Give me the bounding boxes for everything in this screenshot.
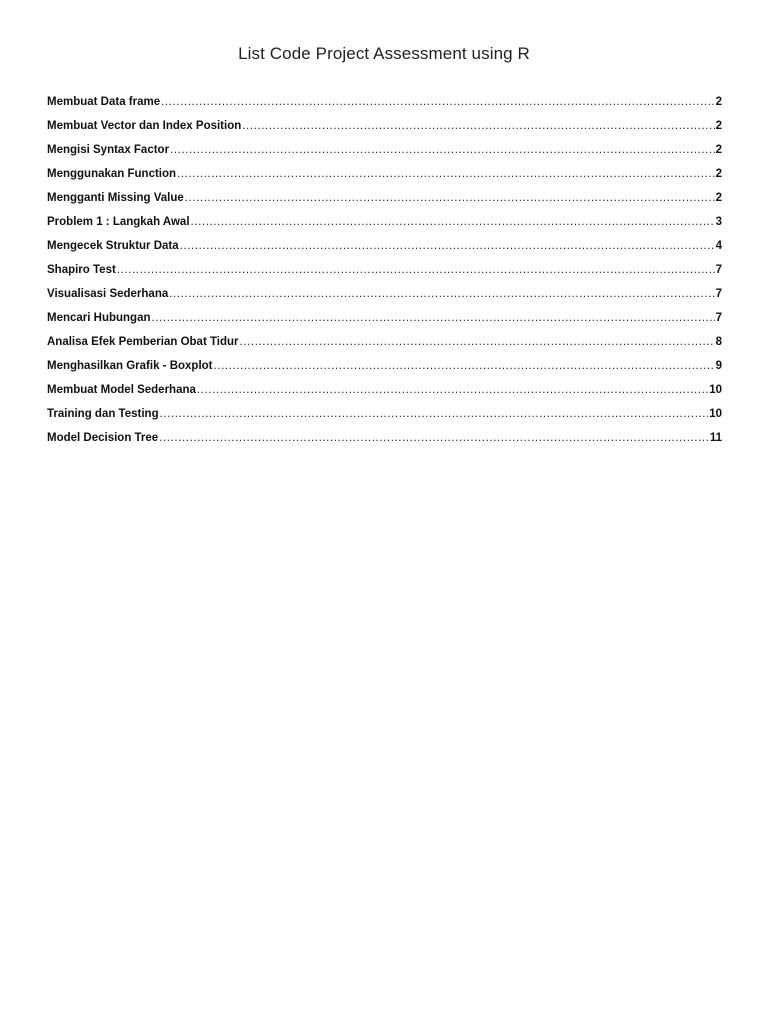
toc-entry[interactable]	[47, 333, 722, 357]
toc-dot-leader	[191, 213, 715, 231]
toc-entry-label: Membuat Vector dan Index Position	[47, 120, 242, 132]
toc-entry[interactable]	[47, 309, 722, 333]
toc-dot-leader	[177, 165, 715, 183]
toc-entry-label: Problem 1 : Langkah Awal	[47, 216, 190, 228]
toc-entry-label: Mengganti Missing Value	[47, 192, 184, 204]
toc-dot-leader	[160, 405, 709, 423]
toc-entry[interactable]	[47, 141, 722, 165]
toc-entry[interactable]	[47, 93, 722, 117]
toc-entry[interactable]	[47, 285, 722, 309]
toc-entry-page-number: 7	[715, 288, 722, 300]
toc-entry-page-number: 2	[715, 192, 722, 204]
toc-entry-label: Menggunakan Function	[47, 168, 177, 180]
toc-dot-leader	[240, 333, 715, 351]
toc-entry[interactable]	[47, 405, 722, 429]
toc-entry[interactable]	[47, 165, 722, 189]
toc-entry-label: Model Decision Tree	[47, 432, 159, 444]
toc-entry-page-number: 2	[715, 96, 722, 108]
toc-entry-page-number: 7	[715, 264, 722, 276]
page-title: List Code Project Assessment using R	[238, 44, 530, 63]
toc-entry[interactable]	[47, 117, 722, 141]
toc-dot-leader	[152, 309, 715, 327]
toc-dot-leader	[185, 189, 715, 207]
toc-dot-leader	[170, 141, 715, 159]
toc-entry-label: Mengecek Struktur Data	[47, 240, 179, 252]
toc-entry[interactable]	[47, 213, 722, 237]
toc-entry-page-number: 7	[715, 312, 722, 324]
toc-entry-page-number: 9	[715, 360, 722, 372]
toc-entry-label: Mencari Hubungan	[47, 312, 151, 324]
toc-entry-label: Mengisi Syntax Factor	[47, 144, 170, 156]
toc-dot-leader	[197, 381, 708, 399]
toc-dot-leader	[161, 93, 714, 111]
toc-entry-label: Analisa Efek Pemberian Obat Tidur	[47, 336, 239, 348]
toc-entry-label: Membuat Model Sederhana	[47, 384, 196, 396]
toc-entry-page-number: 2	[715, 168, 722, 180]
toc-entry-label: Training dan Testing	[47, 408, 159, 420]
toc-entry[interactable]	[47, 381, 722, 405]
toc-dot-leader	[214, 357, 715, 375]
toc-entry[interactable]	[47, 357, 722, 381]
toc-entry-page-number: 2	[715, 120, 722, 132]
toc-entry[interactable]	[47, 429, 722, 453]
toc-dot-leader	[159, 429, 709, 447]
table-of-contents	[47, 93, 722, 453]
toc-dot-leader	[242, 117, 714, 135]
toc-entry-label: Visualisasi Sederhana	[47, 288, 169, 300]
toc-entry[interactable]	[47, 189, 722, 213]
toc-entry-label: Menghasilkan Grafik - Boxplot	[47, 360, 213, 372]
toc-entry-page-number: 8	[715, 336, 722, 348]
toc-entry-page-number: 2	[715, 144, 722, 156]
toc-entry-label: Shapiro Test	[47, 264, 116, 276]
toc-entry[interactable]	[47, 237, 722, 261]
toc-dot-leader	[117, 261, 715, 279]
toc-entry-page-number: 3	[715, 216, 722, 228]
toc-dot-leader	[169, 285, 714, 303]
toc-entry[interactable]	[47, 261, 722, 285]
toc-entry-page-number: 4	[715, 240, 722, 252]
toc-entry-page-number: 10	[709, 384, 722, 396]
toc-dot-leader	[180, 237, 715, 255]
toc-entry-label: Membuat Data frame	[47, 96, 161, 108]
toc-entry-page-number: 10	[709, 408, 722, 420]
toc-entry-page-number: 11	[709, 432, 722, 444]
